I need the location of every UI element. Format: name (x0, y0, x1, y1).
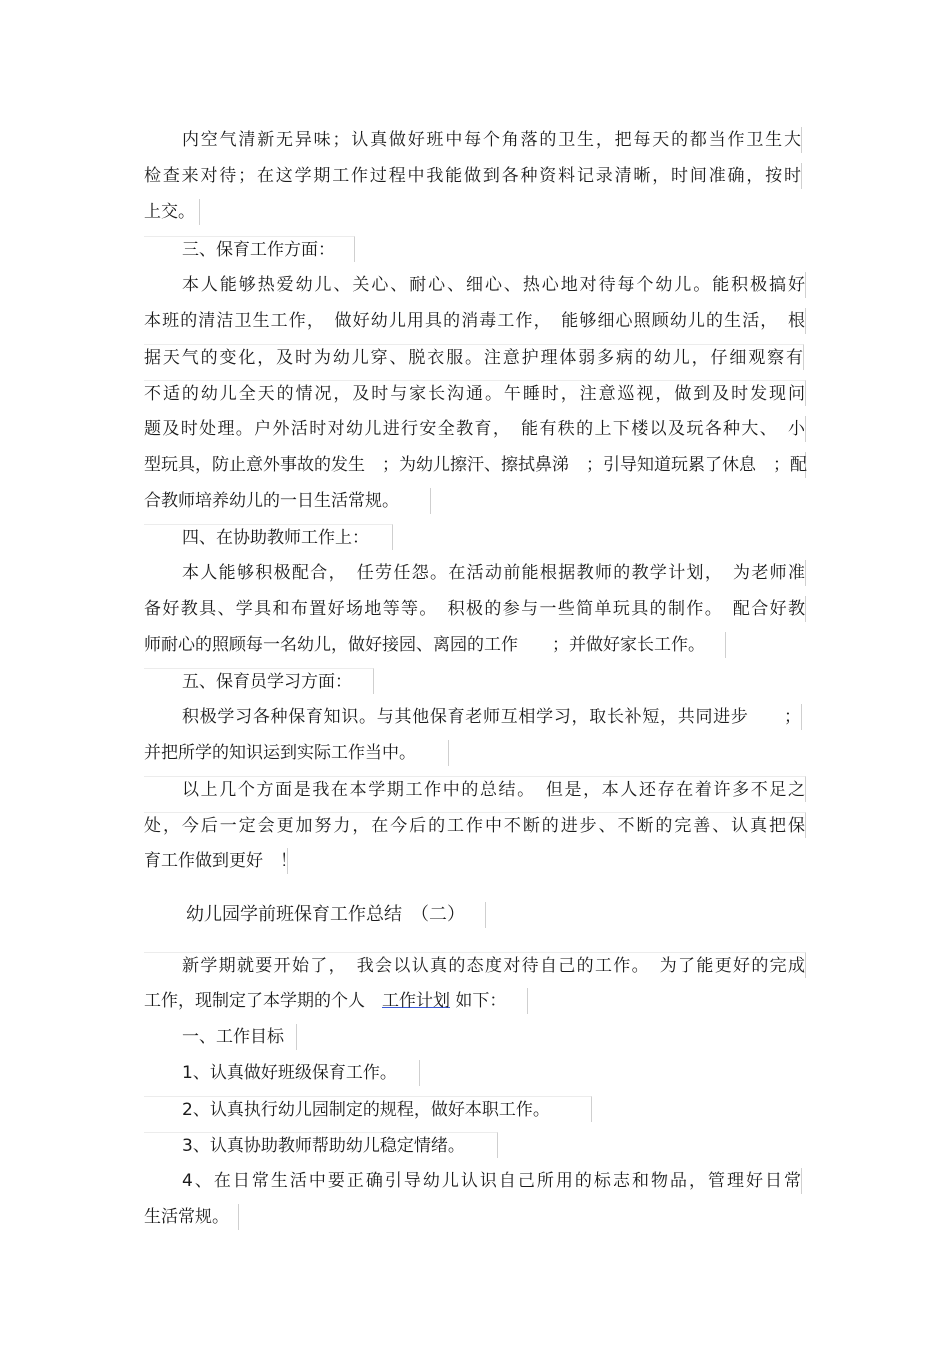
list-item: 生活常规。 (144, 1204, 239, 1230)
intro-text-suffix: 如下： (450, 991, 507, 1011)
paragraph-line: 育工作做到更好 ！ (144, 848, 288, 874)
list-item: 3、认真协助教师帮助幼儿稳定情绪。 (144, 1132, 498, 1158)
intro-text-prefix: 工作，现制定了本学期的个人 (144, 991, 382, 1011)
paragraph-line: 积极学习各种保育知识。与其他保育老师互相学习，取长补短，共同进步 ； (182, 704, 802, 730)
paragraph-line: 合教师培养幼儿的一日生活常规。 (144, 488, 431, 514)
paragraph-line: 内空气清新无异味；认真做好班中每个角落的卫生，把每天的都当作卫生大 (182, 127, 802, 153)
section-heading: 四、在协助教师工作上： (144, 524, 393, 550)
paragraph-line: 本人能够热爱幼儿、关心、耐心、细心、热心地对待每个幼儿。能积极搞好 (182, 272, 806, 298)
paragraph-line: 题及时处理。户外活时对幼儿进行安全教育， 能有秩的上下楼以及玩各种大、 小 (144, 416, 806, 442)
paragraph-line (144, 988, 528, 1014)
paragraph-line: 新学期就要开始了， 我会以认真的态度对待自己的工作。 为了能更好的完成 (144, 952, 806, 978)
paragraph-line: 不适的幼儿全天的情况，及时与家长沟通。午睡时，注意巡视，做到及时发现问 (144, 380, 806, 406)
section-heading: 一、工作目标 (182, 1024, 297, 1050)
paragraph-line: 本人能够积极配合， 任劳任怨。在活动前能根据教师的教学计划， 为老师准 (182, 560, 806, 586)
paragraph-line: 备好教具、学具和布置好场地等等。 积极的参与一些简单玩具的制作。 配合好教 (144, 596, 806, 622)
list-item: 4、在日常生活中要正确引导幼儿认识自己所用的标志和物品，管理好日常 (182, 1168, 802, 1194)
list-item: 1、认真做好班级保育工作。 (182, 1060, 420, 1086)
work-plan-link[interactable]: 工作计划 (382, 991, 450, 1011)
paragraph-line: 据天气的变化，及时为幼儿穿、脱衣服。注意护理体弱多病的幼儿，仔细观察有 (144, 344, 804, 370)
paragraph-line: 型玩具，防止意外事故的发生 ；为幼儿擦汗、擦拭鼻涕 ；引导知道玩累了休息 ；配 (144, 452, 806, 478)
paragraph-line: 并把所学的知识运到实际工作当中。 (144, 740, 449, 766)
paragraph-line: 上交。 (144, 199, 200, 225)
paragraph-line: 处，今后一定会更加努力，在今后的工作中不断的进步、不断的完善、认真把保 (144, 812, 806, 838)
paragraph-line: 检查来对待；在这学期工作过程中我能做到各种资料记录清晰，时间准确，按时 (144, 163, 802, 189)
paragraph-line: 以上几个方面是我在本学期工作中的总结。 但是，本人还存在着许多不足之 (144, 776, 806, 802)
section-heading: 五、保育员学习方面： (144, 668, 374, 694)
section-heading: 三、保育工作方面： (144, 236, 355, 262)
list-item: 2、认真执行幼儿园制定的规程，做好本职工作。 (144, 1096, 592, 1122)
paragraph-line: 师耐心的照顾每一名幼儿，做好接园、离园的工作 ；并做好家长工作。 (144, 632, 726, 658)
section-title: 幼儿园学前班保育工作总结 （二） (186, 902, 486, 928)
paragraph-line: 本班的清洁卫生工作， 做好幼儿用具的消毒工作， 能够细心照顾幼儿的生活， 根 (144, 308, 806, 334)
